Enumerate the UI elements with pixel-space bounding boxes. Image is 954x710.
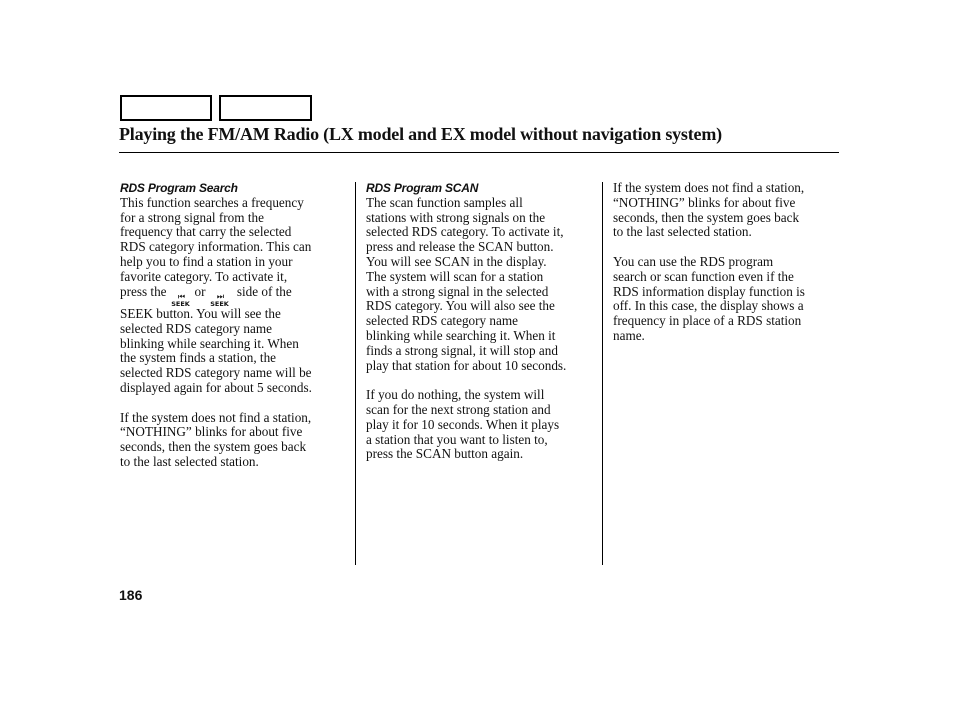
- text-line: the system finds a station, the: [120, 350, 277, 366]
- paragraph: [120, 411, 350, 470]
- seek-up-icon: ⏭ SEEK: [210, 291, 229, 308]
- paragraph: [366, 196, 600, 374]
- seek-up-label: SEEK: [210, 299, 229, 308]
- paragraph: [120, 196, 350, 396]
- column-divider-1: [355, 182, 356, 565]
- text-line: finds a strong signal, it will stop and: [366, 342, 558, 358]
- section-heading-rds-program-search: RDS Program Search: [120, 181, 238, 195]
- text-line: selected RDS category name: [120, 320, 272, 336]
- text-line: If the system does not find a station,: [613, 180, 805, 195]
- text-line: selected RDS category name will be: [120, 365, 312, 381]
- text-line: to the last selected station.: [120, 454, 259, 470]
- text-line: scan for the next strong station and: [366, 401, 551, 417]
- page-title: Playing the FM/AM Radio (LX model and EX model without navigation system): [119, 124, 722, 144]
- text-line: If you do nothing, the system will: [366, 387, 545, 403]
- text-line: If the system does not find a station,: [120, 409, 312, 425]
- page-number: 186: [119, 587, 143, 603]
- text-line: “NOTHING” blinks for about five: [613, 194, 796, 210]
- column-rds-program-scan: [366, 181, 600, 477]
- text-line: a station that you want to listen to,: [366, 431, 548, 447]
- text-line: RDS category. You will also see the: [366, 298, 555, 314]
- nav-button-2[interactable]: [219, 95, 312, 121]
- paragraph: [366, 388, 600, 462]
- press-the-text: press the: [120, 283, 167, 299]
- text-line: blinking while searching it. When it: [366, 327, 556, 343]
- text-line: displayed again for about 5 seconds.: [120, 380, 312, 396]
- text-line: frequency that carry the selected: [120, 224, 292, 240]
- text-line-with-icons: [120, 285, 350, 308]
- text-line: off. In this case, the display shows a: [613, 298, 804, 314]
- text-line: help you to find a station in your: [120, 253, 293, 269]
- text-line: press the SCAN button again.: [366, 446, 524, 462]
- text-line: RDS information display function is: [613, 283, 805, 299]
- text-line: The scan function samples all: [366, 194, 523, 210]
- text-line: play that station for about 10 seconds.: [366, 357, 567, 373]
- nav-button-1[interactable]: [120, 95, 212, 121]
- text-line: This function searches a frequency: [120, 194, 304, 210]
- paragraph: [613, 181, 837, 240]
- text-line: name.: [613, 327, 645, 343]
- text-line: favorite category. To activate it,: [120, 268, 288, 284]
- text-line: You will see SCAN in the display.: [366, 253, 547, 269]
- title-divider: [119, 152, 839, 153]
- text-line: blinking while searching it. When: [120, 335, 299, 351]
- text-line: You can use the RDS program: [613, 253, 774, 269]
- text-line: stations with strong signals on the: [366, 209, 546, 225]
- text-line: for a strong signal from the: [120, 209, 264, 225]
- text-line: seconds, then the system goes back: [120, 439, 307, 455]
- text-line: selected RDS category. To activate it,: [366, 224, 564, 240]
- text-line: SEEK button. You will see the: [120, 306, 281, 322]
- text-line: press and release the SCAN button.: [366, 239, 554, 255]
- column-continued: [613, 181, 837, 359]
- text-line: The system will scan for a station: [366, 268, 544, 284]
- or-text: or: [194, 283, 206, 299]
- paragraph: [613, 255, 837, 344]
- section-heading-rds-program-scan: RDS Program SCAN: [366, 181, 479, 195]
- text-line: “NOTHING” blinks for about five: [120, 424, 303, 440]
- text-line: RDS category information. This can: [120, 239, 312, 255]
- text-line: to the last selected station.: [613, 224, 752, 240]
- column-rds-program-search: [120, 181, 350, 485]
- text-line: selected RDS category name: [366, 313, 518, 329]
- text-line: play it for 10 seconds. When it plays: [366, 416, 560, 432]
- text-line: with a strong signal in the selected: [366, 283, 549, 299]
- text-line: frequency in place of a RDS station: [613, 313, 802, 329]
- text-line: search or scan function even if the: [613, 268, 794, 284]
- seek-down-label: SEEK: [171, 299, 190, 308]
- column-divider-2: [602, 182, 603, 565]
- seek-down-icon: ⏮ SEEK: [171, 291, 190, 308]
- text-line: seconds, then the system goes back: [613, 209, 800, 225]
- side-of-the-text: side of the: [236, 283, 292, 299]
